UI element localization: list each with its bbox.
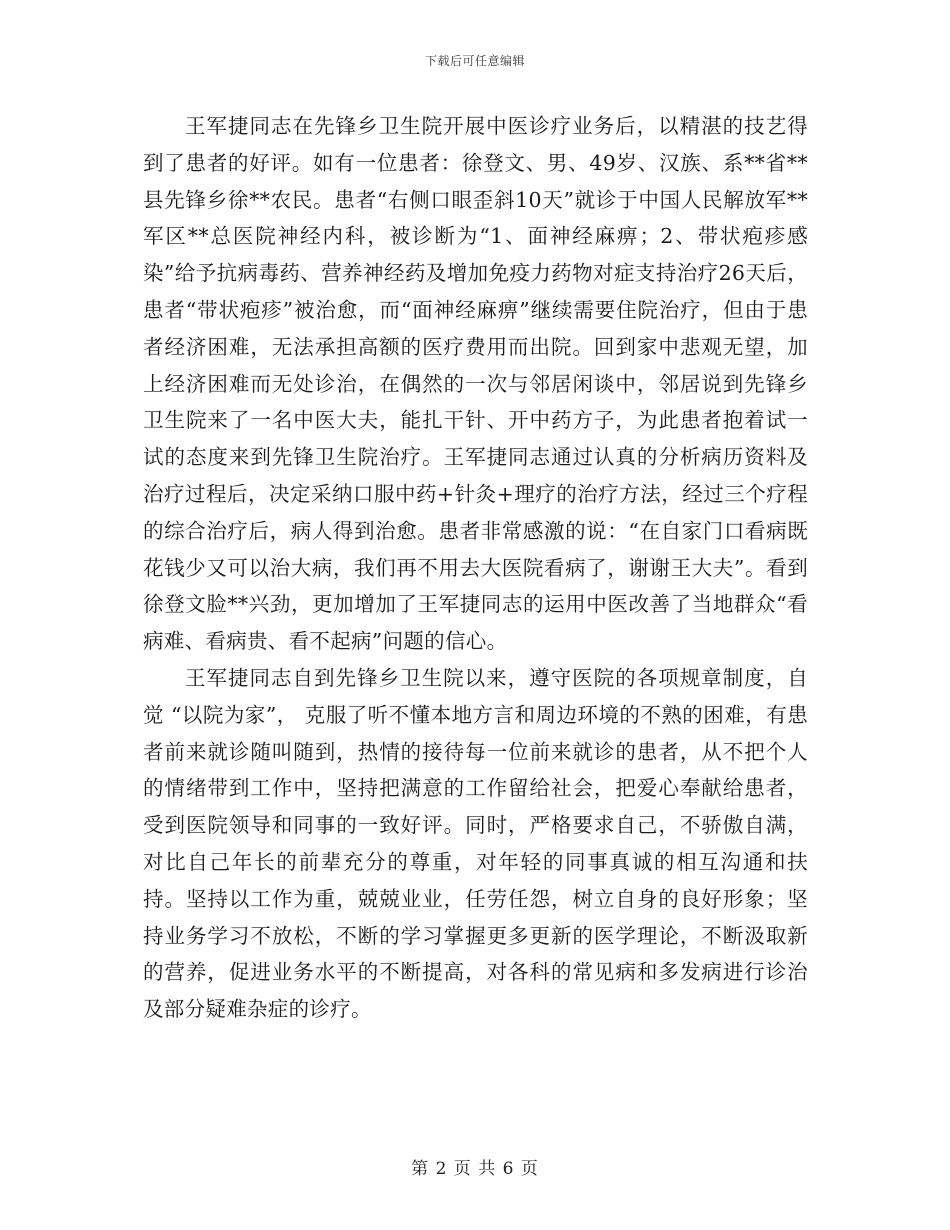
- paragraph-2: 王军捷同志自到先锋乡卫生院以来，遵守医院的各项规章制度，自觉 “以院为家”， 克服了听不懂本地方言和周边环境的不熟的困难，有患者前来就诊随叫随到，热情的接待每一位前来就诊的患者，从不把个人的情绪带到工作中，坚持把满意的工作留给社会，把爱心奉献给患者，受到医院领导和同事的一致好评。同时，严格要求自己，不骄傲自满，对比自己年长的前辈充分的尊重，对年轻的同事真诚的相互沟通和扶持。坚持以工作为重，兢兢业业，任劳任怨，树立自身的良好形象；坚持业务学习不放松，不断的学习掌握更多更新的医学理论，不断汲取新的营养，促进业务水平的不断提高，对各科的常见病和多发病进行诊治及部分疑难杂症的诊疗。: [143, 665, 808, 1022]
- page-number: 第 2 页 共 6 页: [411, 1159, 539, 1179]
- paragraph-1: 王军捷同志在先锋乡卫生院开展中医诊疗业务后，以精湛的技艺得到了患者的好评。如有一位患者：徐登文、男、49岁、汉族、系**省**县先锋乡徐**农民。患者“右侧口眼歪斜10天”就诊于中国人民解放军**军区**总医院神经内科，被诊断为“1、面神经麻痹；2、带状疱疹感染”给予抗病毒药、营养神经药及增加免疫力药物对症支持治疗26天后，患者“带状疱疹”被治愈，而“面神经麻痹”继续需要住院治疗，但由于患者经济困难，无法承担高额的医疗费用而出院。回到家中悲观无望，加上经济困难而无处诊治，在偶然的一次与邻居闲谈中，邻居说到先锋乡卫生院来了一名中医大夫，能扎干针、开中药方子，为此患者抱着试一试的态度来到先锋卫生院治疗。王军捷同志通过认真的分析病历资料及治疗过程后，决定采纳口服中药+针灸+理疗的治疗方法，经过三个疗程的综合治疗后，病人得到治愈。患者非常感激的说：“在自家门口看病既花钱少又可以治大病，我们再不用去大医院看病了，谢谢王大夫”。看到徐登文脸**兴劲，更加增加了王军捷同志的运用中医改善了当地群众“看病难、看病贵、看不起病”问题的信心。: [143, 114, 808, 654]
- document-body: [143, 108, 808, 1028]
- page-header: 下载后可任意编辑: [424, 54, 525, 68]
